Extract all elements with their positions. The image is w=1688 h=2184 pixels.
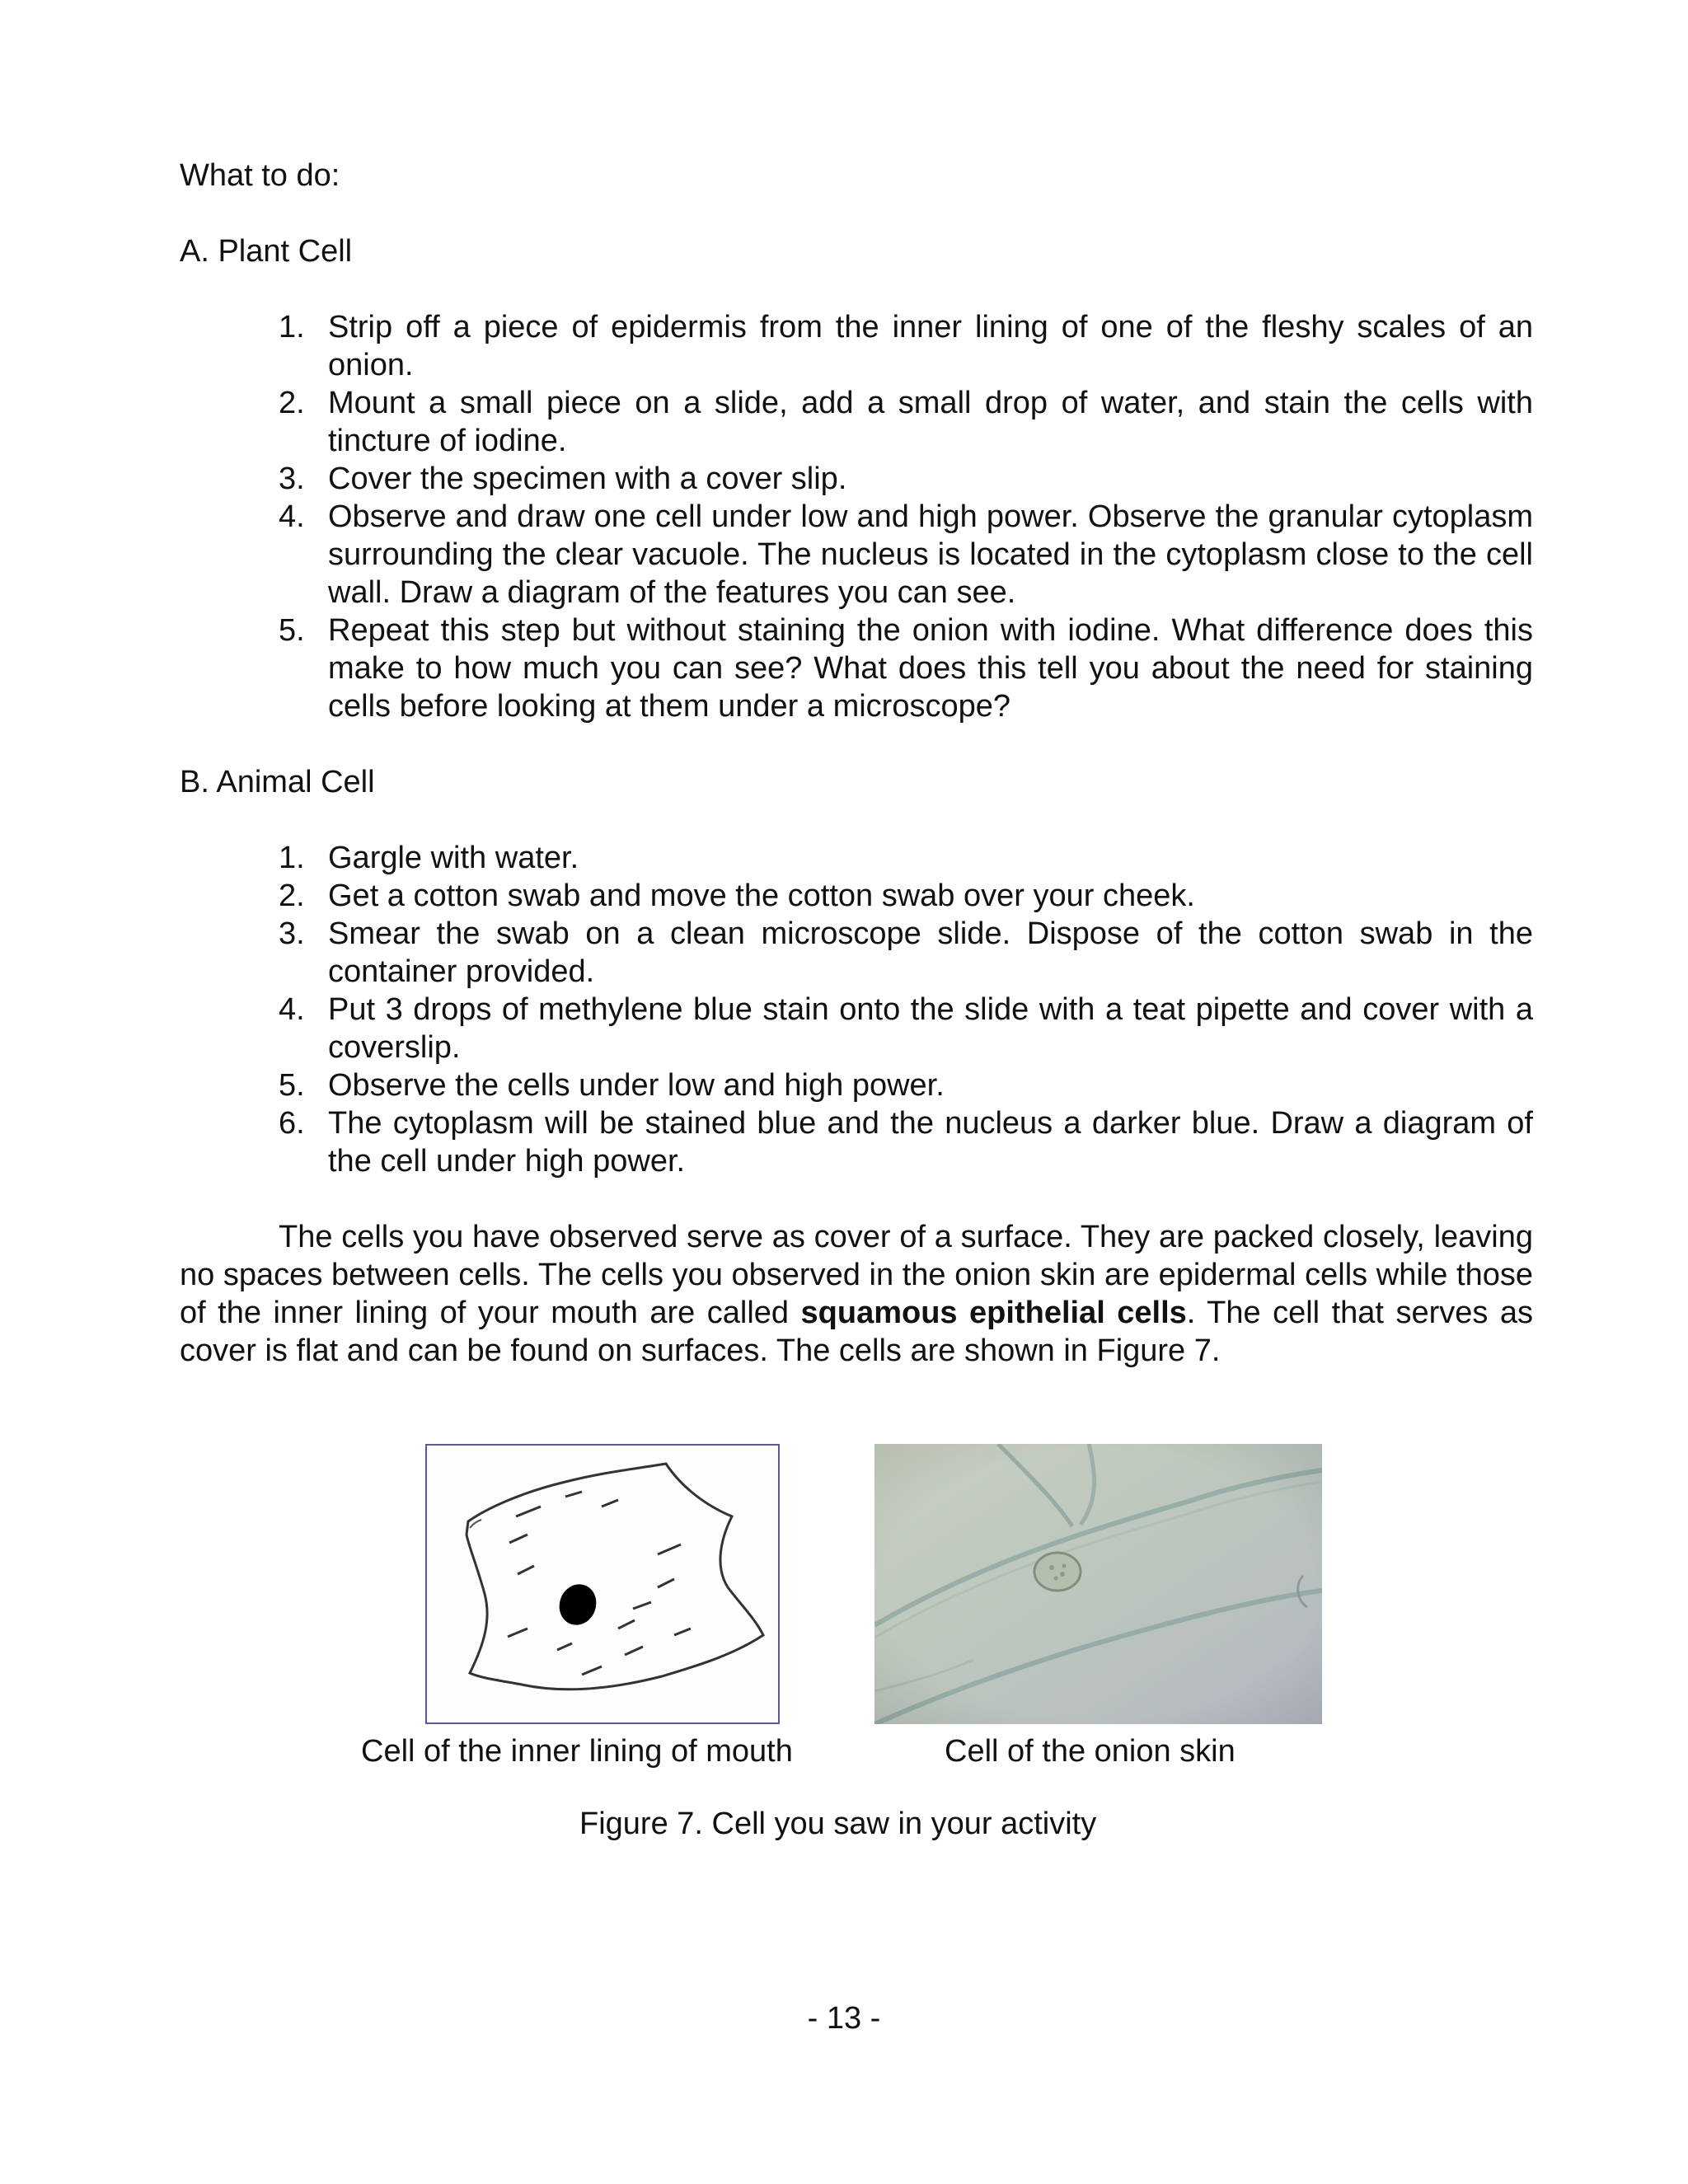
cheek-cell-drawing bbox=[425, 1444, 780, 1724]
step-text: Repeat this step but without staining the onion with iodine. What difference does this make to how much you can see? What does this tell you about the need for staining cells before looking at them under a microscope? bbox=[328, 613, 1533, 724]
step-number: 2. bbox=[279, 879, 305, 913]
list-item bbox=[180, 384, 1533, 460]
step-text: Strip off a piece of epidermis from the inner lining of one of the fleshy scales of an onion. bbox=[328, 310, 1533, 382]
right-figure-caption: Cell of the onion skin bbox=[945, 1734, 1236, 1769]
list-item bbox=[180, 839, 1533, 877]
step-text: Observe and draw one cell under low and high power. Observe the granular cytoplasm surrounding the clear vacuole. The nucleus is located in the cytoplasm close to the cell wall. Draw a diagram of the features you can see. bbox=[328, 499, 1533, 610]
step-number: 3. bbox=[279, 462, 305, 496]
step-text: Observe the cells under low and high power. bbox=[328, 1068, 945, 1103]
step-text: Gargle with water. bbox=[328, 841, 579, 875]
step-number: 3. bbox=[279, 916, 305, 951]
document-body bbox=[180, 157, 1533, 1370]
list-item bbox=[180, 1066, 1533, 1104]
step-number: 1. bbox=[279, 841, 305, 875]
section-b-heading: B. Animal Cell bbox=[180, 765, 375, 799]
step-number: 1. bbox=[279, 310, 305, 344]
step-number: 5. bbox=[279, 1068, 305, 1103]
list-item bbox=[180, 460, 1533, 498]
list-item bbox=[180, 308, 1533, 384]
list-item bbox=[180, 915, 1533, 991]
figure-title: Figure 7. Cell you saw in your activity bbox=[579, 1807, 1097, 1841]
intro-heading: What to do: bbox=[180, 158, 340, 193]
step-number: 2. bbox=[279, 386, 305, 420]
list-item bbox=[180, 991, 1533, 1066]
paragraph-text: The cells you have observed serve as cover of a surface. They are packed closely, leaving no spaces between cells. The cells you observed in the onion skin are epidermal cells while those of the inner lining of your mouth are called bbox=[180, 1220, 1533, 1330]
step-text: Cover the specimen with a cover slip. bbox=[328, 462, 847, 496]
onion-cell-micrograph bbox=[874, 1444, 1322, 1724]
page-number: - 13 - bbox=[807, 2001, 881, 2036]
step-number: 6. bbox=[279, 1106, 305, 1141]
step-number: 4. bbox=[279, 499, 305, 534]
figure-7 bbox=[0, 1444, 1688, 1724]
left-figure-caption: Cell of the inner lining of mouth bbox=[361, 1734, 793, 1769]
onion-micrograph-image bbox=[874, 1444, 1322, 1724]
list-item bbox=[180, 1104, 1533, 1180]
paragraph-text-end: . The cell that serves as cover is flat and can be found on surfaces. The cells are shown in Figure 7. bbox=[180, 1296, 1533, 1368]
step-number: 5. bbox=[279, 613, 305, 648]
step-text: Smear the swab on a clean microscope slide. Dispose of the cotton swab in the container provided. bbox=[328, 916, 1533, 989]
plant-cell-steps bbox=[180, 308, 1533, 725]
step-text: The cytoplasm will be stained blue and the nucleus a darker blue. Draw a diagram of the cell under high power. bbox=[328, 1106, 1533, 1179]
list-item bbox=[180, 498, 1533, 612]
list-item bbox=[180, 877, 1533, 915]
section-a-heading: A. Plant Cell bbox=[180, 234, 353, 269]
list-item bbox=[180, 612, 1533, 725]
step-text: Put 3 drops of methylene blue stain onto the slide with a teat pipette and cover with a coverslip. bbox=[328, 992, 1533, 1065]
bold-term: squamous epithelial cells bbox=[800, 1296, 1187, 1330]
step-number: 4. bbox=[279, 992, 305, 1027]
step-text: Get a cotton swab and move the cotton swab over your cheek. bbox=[328, 879, 1195, 913]
summary-paragraph bbox=[180, 1218, 1533, 1370]
animal-cell-steps bbox=[180, 839, 1533, 1180]
step-text: Mount a small piece on a slide, add a small drop of water, and stain the cells with tincture of iodine. bbox=[328, 386, 1533, 458]
squamous-cell-illustration bbox=[427, 1446, 778, 1722]
